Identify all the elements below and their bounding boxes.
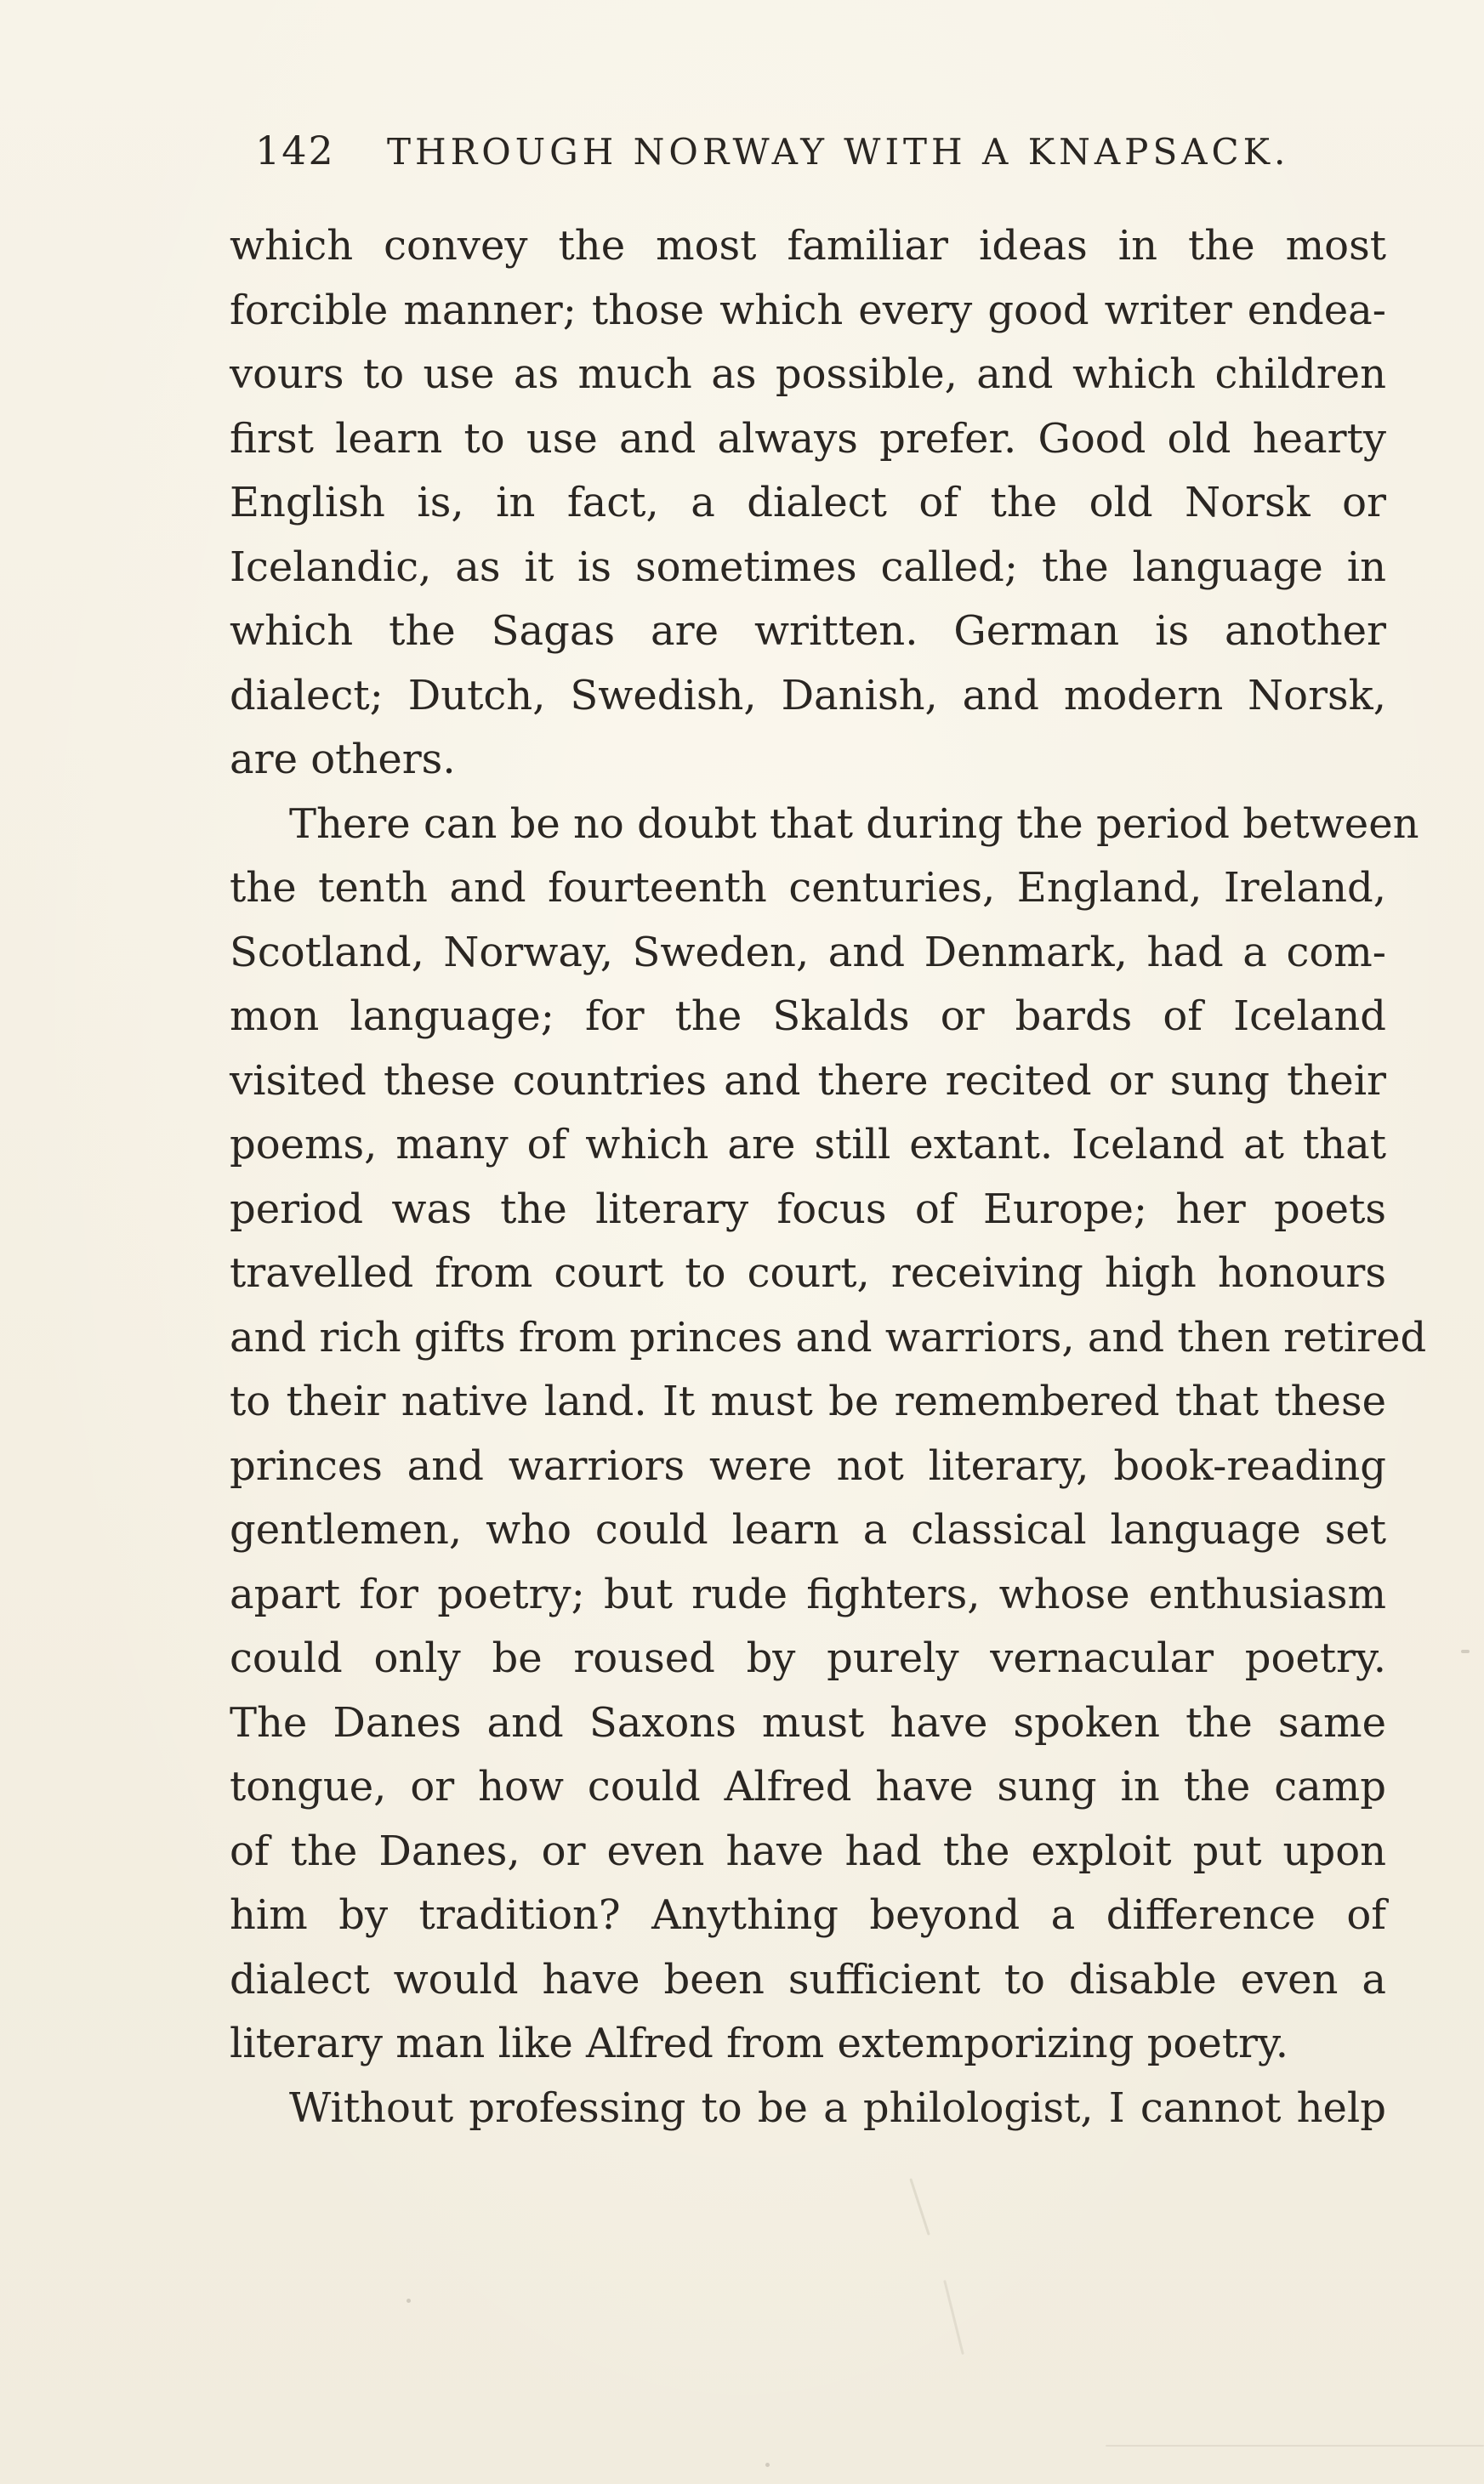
paper-speck — [407, 2299, 411, 2303]
text-line: tongue, or how could Alfred have sung in the camp — [230, 1763, 1386, 1810]
paper-crease — [1106, 2445, 1484, 2447]
text-line: mon language; for the Skalds or bards of Iceland — [230, 992, 1386, 1040]
paper-speck — [943, 2280, 964, 2355]
text-line: dialect; Dutch, Swedish, Danish, and modern Norsk, — [230, 671, 1386, 719]
text-line: vours to use as much as possible, and which children — [230, 350, 1386, 398]
text-line: Icelandic, as it is sometimes called; the language in — [230, 543, 1386, 591]
text-line: which convey the most familiar ideas in the most — [230, 222, 1386, 270]
text-line: could only be roused by purely vernacular poetry. — [230, 1634, 1386, 1682]
text-line: the tenth and fourteenth centuries, England, Ireland, — [230, 864, 1386, 912]
running-title: THROUGH NORWAY WITH A KNAPSACK. — [387, 131, 1290, 173]
text-line: poems, many of which are still extant. Iceland at that — [230, 1121, 1386, 1168]
text-line: princes and warriors were not literary, book-reading — [230, 1441, 1386, 1490]
text-line: Scotland, Norway, Sweden, and Denmark, had a com- — [230, 928, 1386, 976]
body-text — [230, 214, 1427, 2140]
text-line: are others. — [230, 736, 456, 783]
paper-speck — [1461, 1650, 1470, 1653]
text-line: of the Danes, or even have had the exploit put upon — [230, 1827, 1386, 1875]
text-line: dialect would have been sufficient to disable even a — [230, 1955, 1386, 2004]
page-header — [255, 128, 1378, 196]
paper-speck — [765, 2463, 770, 2467]
text-line: period was the literary focus of Europe; her poets — [230, 1185, 1386, 1233]
text-line: There can be no doubt that during the period between — [289, 799, 1419, 848]
page-number: 142 — [255, 128, 335, 173]
paper-speck — [909, 2178, 930, 2236]
text-line: forcible manner; those which every good writer endea- — [230, 286, 1386, 334]
text-line: gentlemen, who could learn a classical language set — [230, 1506, 1386, 1554]
text-line: and rich gifts from princes and warriors, and then retired — [230, 1313, 1427, 1361]
text-line: English is, in fact, a dialect of the old Norsk or — [230, 479, 1386, 526]
text-line: Without professing to be a philologist, I cannot help — [289, 2083, 1386, 2132]
text-line: to their native land. It must be remembered that these — [230, 1378, 1386, 1425]
text-line: travelled from court to court, receiving high honours — [230, 1249, 1386, 1297]
text-line: The Danes and Saxons must have spoken the same — [230, 1698, 1386, 1747]
text-line: him by tradition? Anything beyond a difference of — [230, 1891, 1386, 1939]
text-line: apart for poetry; but rude fighters, whose enthusiasm — [230, 1570, 1386, 1618]
text-line: visited these countries and there recited or sung their — [230, 1056, 1386, 1105]
text-line: first learn to use and always prefer. Good old hearty — [230, 414, 1386, 463]
text-line: which the Sagas are written. German is another — [230, 607, 1386, 655]
text-line: literary man like Alfred from extemporizing poetry. — [230, 2020, 1288, 2067]
